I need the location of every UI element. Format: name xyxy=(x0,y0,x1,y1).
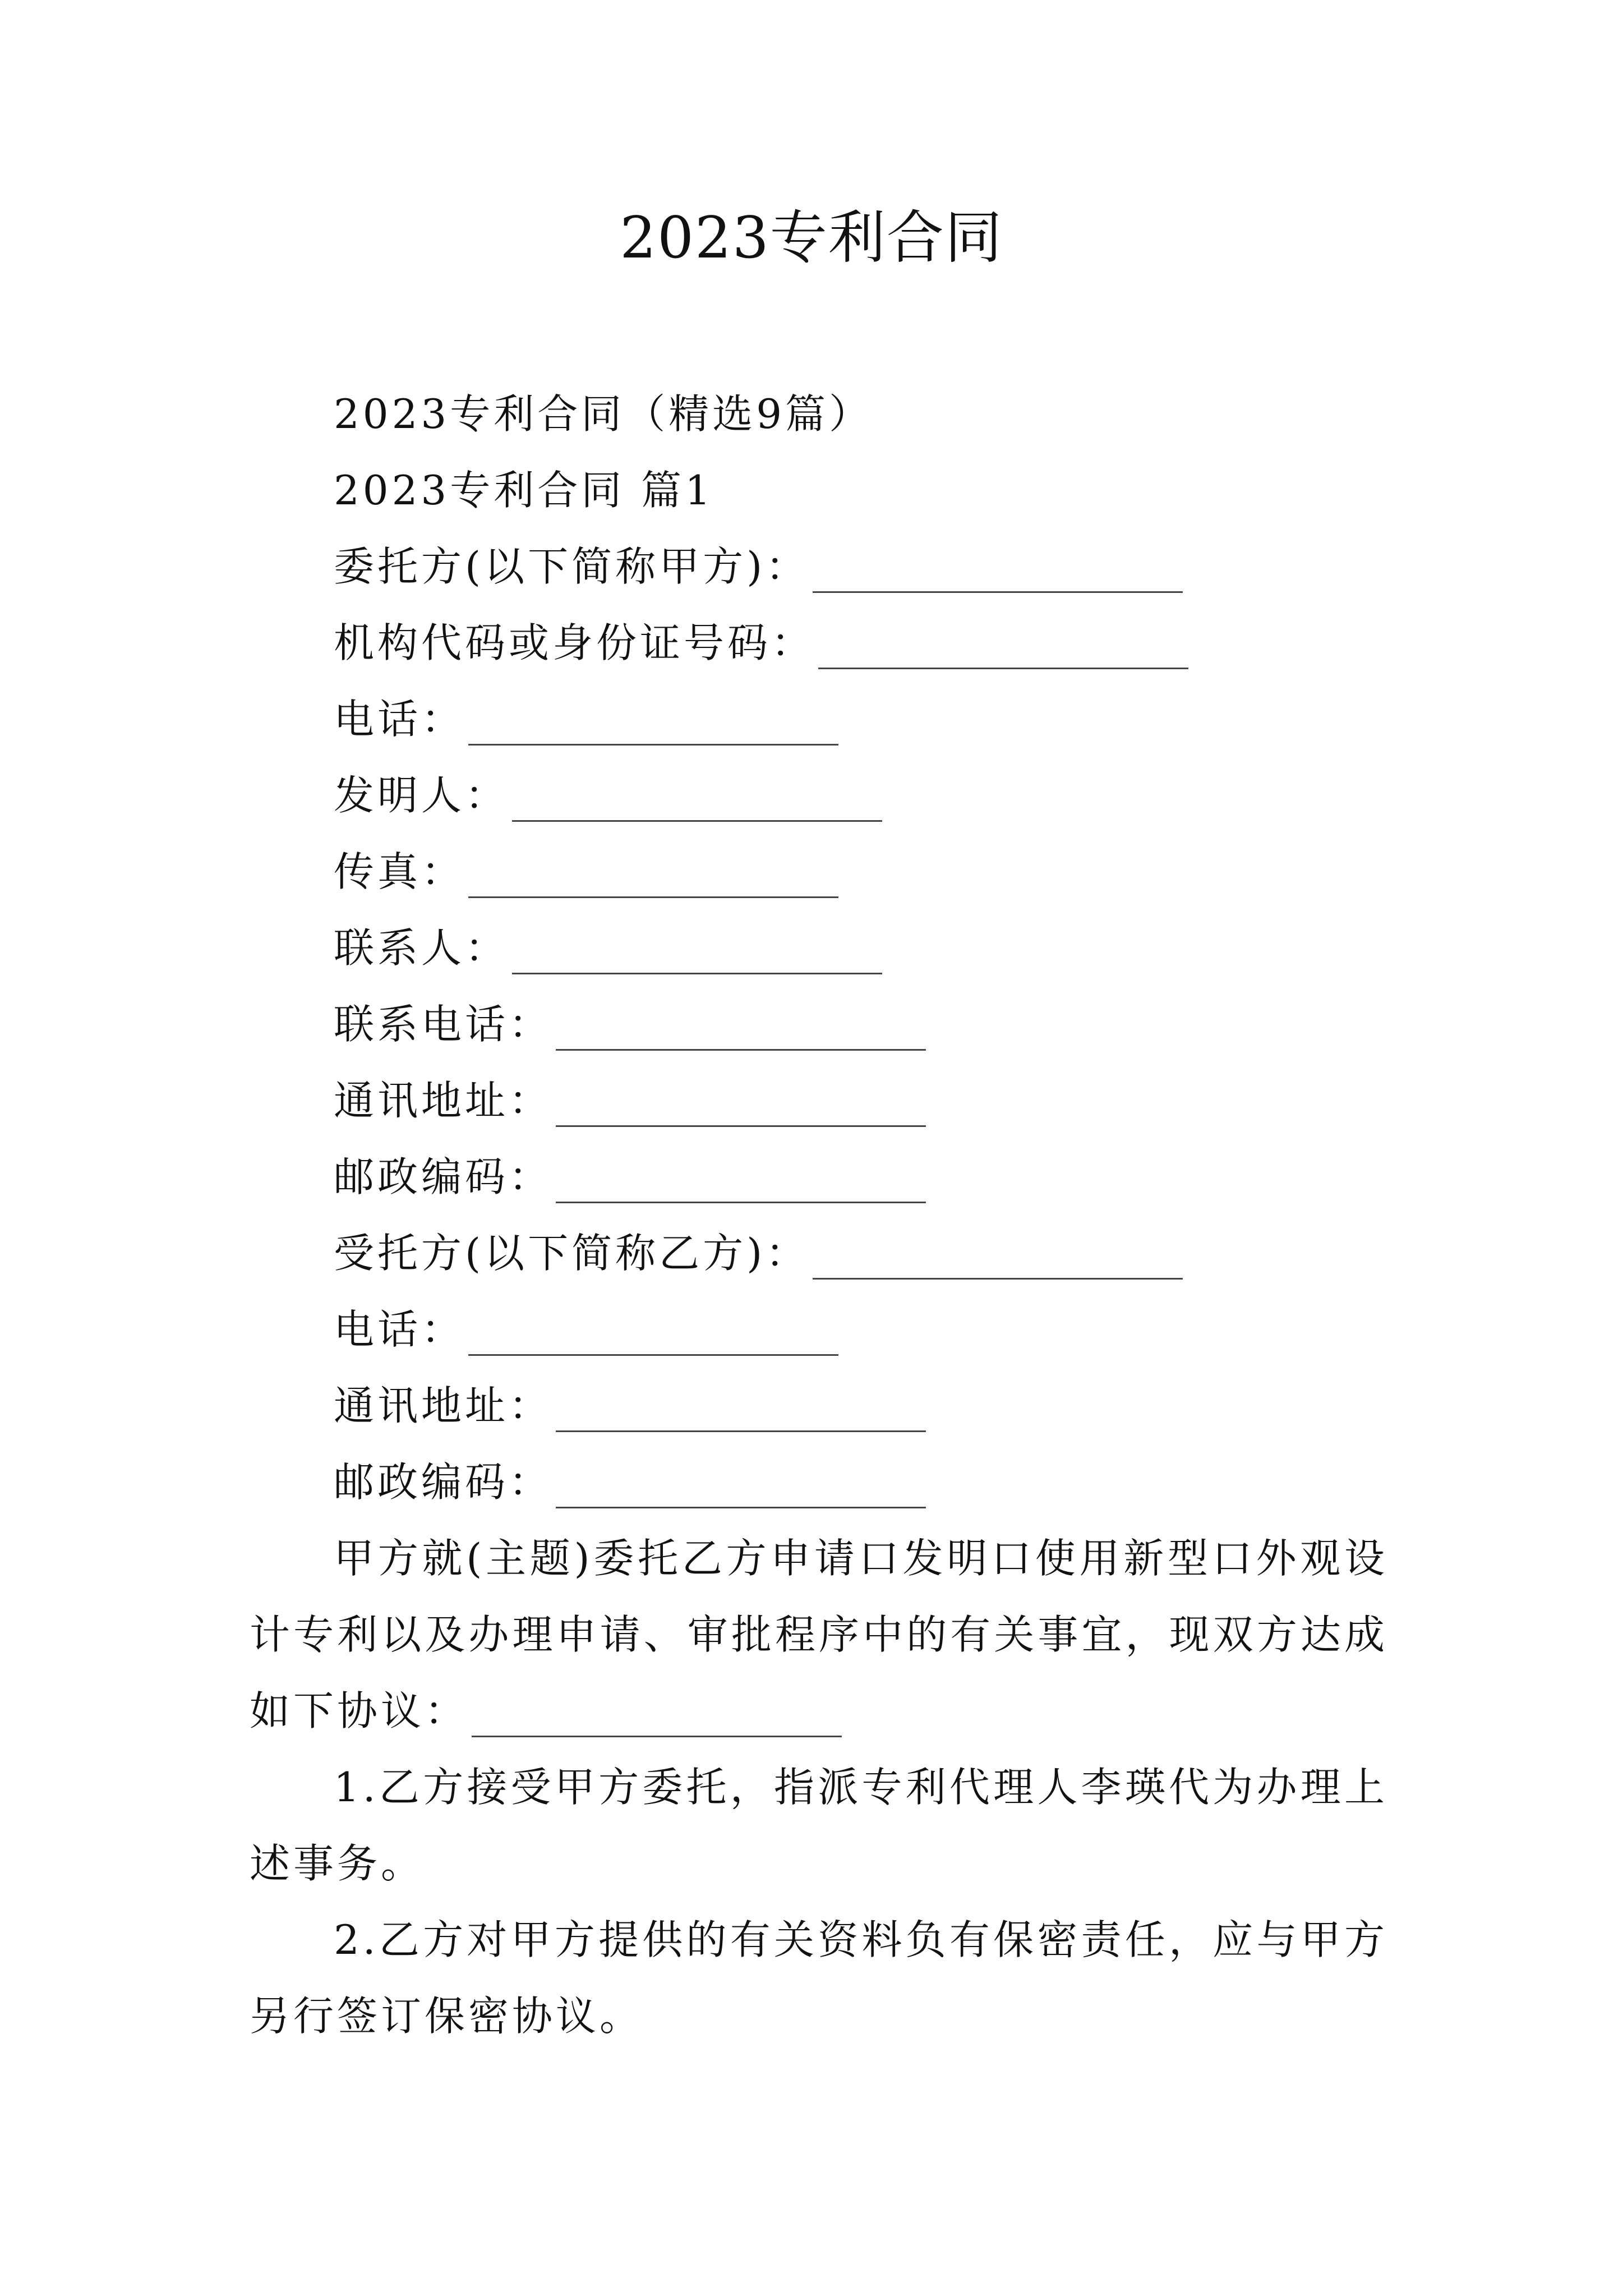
blank-line xyxy=(813,1239,1183,1280)
section-heading: 2023专利合同 篇1 xyxy=(334,467,714,514)
document-body xyxy=(250,376,1388,2054)
field-label: 电话： xyxy=(334,1306,465,1353)
field-label: 联系电话： xyxy=(334,1001,553,1048)
field-label: 机构代码或身份证号码： xyxy=(334,619,815,666)
document-subtitle: 2023专利合同（精选9篇） xyxy=(334,390,873,438)
field-agent-address xyxy=(250,1368,1388,1444)
field-label: 受托方(以下简称乙方)： xyxy=(334,1230,810,1277)
blank-line xyxy=(813,552,1183,593)
blank-line xyxy=(512,933,882,974)
field-agent-phone xyxy=(250,1291,1388,1368)
field-label: 传真： xyxy=(334,848,465,895)
blank-line xyxy=(472,1696,842,1737)
blank-line xyxy=(512,781,882,822)
field-org-code xyxy=(250,605,1388,681)
clause-1: 1.乙方接受甲方委托，指派专利代理人李瑛代为办理上述事务。 xyxy=(250,1764,1388,1887)
field-agent xyxy=(250,1215,1388,1291)
blank-line xyxy=(468,857,838,898)
field-label: 邮政编码： xyxy=(334,1153,553,1200)
field-label: 联系人： xyxy=(334,924,509,972)
field-fax xyxy=(250,834,1388,910)
blank-line xyxy=(468,1315,838,1356)
blank-line xyxy=(556,1086,926,1127)
field-client xyxy=(250,528,1388,605)
field-label: 通讯地址： xyxy=(334,1077,553,1124)
field-label: 委托方(以下简称甲方)： xyxy=(334,543,810,590)
field-label: 邮政编码： xyxy=(334,1458,553,1506)
blank-line xyxy=(556,1010,926,1051)
blank-line xyxy=(468,705,838,746)
field-contact xyxy=(250,910,1388,986)
field-phone xyxy=(250,681,1388,757)
blank-line xyxy=(818,628,1188,669)
field-postcode xyxy=(250,1139,1388,1215)
clause-2: 2.乙方对甲方提供的有关资料负有保密责任，应与甲方另行签订保密协议。 xyxy=(250,1916,1388,2040)
blank-line xyxy=(556,1162,926,1203)
field-label: 通讯地址： xyxy=(334,1382,553,1429)
field-inventor xyxy=(250,757,1388,834)
intro-paragraph xyxy=(250,1520,1388,1749)
field-label: 发明人： xyxy=(334,772,509,819)
document-title: 2023专利合同 xyxy=(620,205,1003,272)
field-contact-phone xyxy=(250,986,1388,1062)
intro-text: 甲方就(主题)委托乙方申请口发明口使用新型口外观设计专利以及办理申请、审批程序中的有关事宜，现双方达成如下协议： xyxy=(250,1535,1388,1734)
field-agent-postcode xyxy=(250,1444,1388,1520)
field-label: 电话： xyxy=(334,696,465,743)
blank-line xyxy=(556,1391,926,1432)
field-address xyxy=(250,1062,1388,1139)
blank-line xyxy=(556,1467,926,1508)
